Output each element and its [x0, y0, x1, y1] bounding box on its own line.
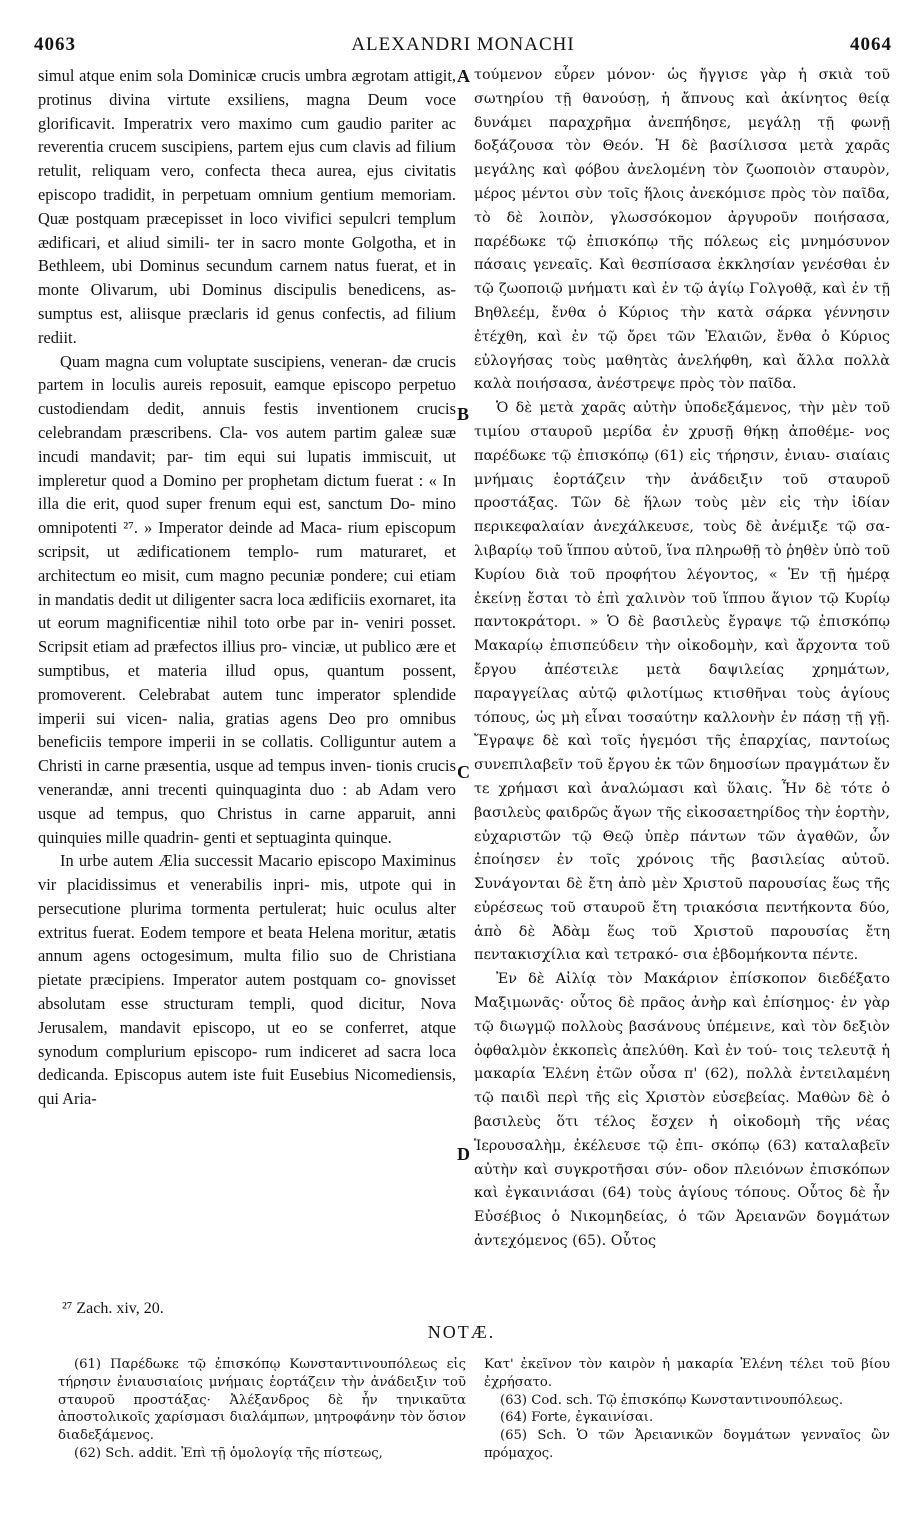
note-65: (65) Sch. Ὁ τῶν Ἀρειανικῶν δογμάτων γενναῖος ὢν πρόμαχος.	[484, 1428, 890, 1461]
notes-right-column	[484, 1356, 890, 1463]
note-62: (62) Sch. addit. Ἐπὶ τῇ ὁμολογίᾳ τῆς πίστεως,	[74, 1445, 383, 1461]
greek-paragraph-2: Ὁ δὲ μετὰ χαρᾶς αὐτὴν ὑποδεξάμενος, τὴν μὲν τοῦ τιμίου σταυροῦ μερίδα ἐν χρυσῇ θήκῃ ἀποθέμε- νος παρέδωκε τῷ ἐπισκόπῳ (61) εἰς τήρησιν, ἐνιαυ- σιαίαις μνήμαις ἑορτάζειν τὴν ἀνάδειξιν τοῦ σταυροῦ προστάξας. Τῶν δὲ ἥλων τοὺς μὲν εἰς τὴν ἰδίαν περικεφαλαίαν ἀνεχάλκευσε, τοὺς δὲ ἀνέμιξε τῷ σα- λιβαρίῳ τοῦ ἵππου αὐτοῦ, ἵνα πληρωθῇ τὸ ῥηθὲν ὑπὸ τοῦ Κυρίου διὰ τοῦ προφήτου λέγοντος, « Ἐν τῇ ἡμέρᾳ ἐκείνῃ ἔσται τὸ ἐπὶ χαλινὸν τοῦ ἵππου ἅγιον τῷ Κυρίῳ παντοκράτορι. » Ὁ δὲ βασιλεὺς ἔγραψε τῷ ἐπισκόπῳ Μακαρίῳ ἐπισπεύδειν τὴν οἰκοδομὴν, καὶ ἄρχοντα τοῦ ἔργου ἀπέστειλε μετὰ δαψιλείας χρημάτων, παραγγείλας αὐτῷ φιλοτίμως κτισθῆναι τοὺς ἁγίους τόπους, ὡς μὴ εἶναι τοσαύτην καλλονὴν ἐν πάσῃ τῇ γῇ. Ἔγραψε δὲ καὶ τοῖς ἡγεμόσι τῆς ἐπαρχίας, παντοίως συνεπιλαβεῖν τοῦ ἔργου ἐκ τῶν δημοσίων πραγμάτων ἔν τε χρήμασι καὶ ἀναλώμασι καὶ ὕλαις. Ἦν δὲ τότε ὁ βασιλεὺς φαιδρῶς ἄγων τῆς εἰκοσαετηρίδος τὴν ἑορτὴν, εὐχαριστῶν τῷ Θεῷ ὑπὲρ πάντων τῶν ἀγαθῶν, ὧν ἐποίησεν ἐν τοῖς χρόνοις τῆς βασιλείας αὐτοῦ. Συνάγονται δὲ ἔτη ἀπὸ μὲν Χριστοῦ παρουσίας ἕως τῆς εὑρέσεως τοῦ σταυροῦ ἔτη τριακόσια πεντήκοντα δύο, ἀπὸ δὲ Ἀδὰμ ἕως τοῦ Χριστοῦ παρουσίας ἔτη πεντακισχίλια καὶ τετρακό- σια ἑβδομήκοντα πέντε.	[474, 400, 890, 964]
latin-paragraph-2: Quam magna cum voluptate suscipiens, veneran- dæ crucis partem in loculis aureis reposuit, eamque episcopo perpetuo custodiendam dedit, annuis festis inventionem crucis celebrandam præscribens. Cla- vos autem partim galeæ suæ incudi mandavit; par- tim equi sui lupatis immiscuit, ut impleretur quod a Domino per prophetam dictum fuerat : « In illa die erit, quod super frenum equi est, sanctum Do- mino omnipotenti ²⁷. » Imperator deinde ad Maca- rium episcopum scripsit, ut ædificationem templo- rum maturaret, et architectum eo misit, cum magno pecuniæ pondere; cui etiam in mandatis dedit ut diligenter sacra loca ædificiis exornaret, ita ut eorum magnificentiæ nihil toto orbe par in- veniri posset. Scripsit etiam ad præfectos illius pro- vinciæ, ut publico ære et sumptibus, et materia illud opus, quantum possent, promoverent. Celebrabat autem tunc imperator splendide imperii sui vicen- nalia, gratias agens Deo pro omnibus beneficiis tempore imperii in se collatis. Colliguntur autem a Christi in carne præsentia, usque ad tempus inven- tionis crucis venerandæ, anni trecenti quinquaginta duo : ab Adam vero usque ad tempus, quo Christus in carne apparuit, anni quinquies mille quadrin- genti et septuaginta quinque.	[38, 351, 456, 847]
greek-paragraph-3: Ἐν δὲ Αἰλίᾳ τὸν Μακάριον ἐπίσκοπον διεδέξατο Μαξιμωνᾶς· οὗτος δὲ πρᾶος ἀνὴρ καὶ ἐπίσημος· ἐν γὰρ τῷ διωγμῷ πολλοὺς βασάνους ὑπέμεινε, καὶ τὸν δεξιὸν ὀφθαλμὸν ἐκκοπεὶς ἀπελύθη. Καὶ ἐν τού- τοις τελευτᾷ ἡ μακαρία Ἑλένη ἐτῶν οὖσα π' (62), πολλὰ ἐντειλαμένη τῷ παιδὶ περὶ τῆς εἰς Χριστὸν εὐσεβείας. Μαθὼν δὲ ὁ βασιλεὺς ὅτι τέλος ἔσχεν ἡ οἰκοδομὴ τῆς νέας Ἱερουσαλὴμ, ἐκέλευσε τῷ ἐπι- σκόπῳ (63) καταλαβεῖν αὐτὴν καὶ συγκροτῆσαι σύν- οδον πλειόνων ἐπισκόπων καὶ ἐγκαινιάσαι (64) τοὺς ἁγίους τόπους. Οὗτος δὲ ἦν Εὐσέβιος ὁ Νικομηδείας, ὁ τῶν Ἀρειανῶν δογμάτων ἀντεχόμενος (65). Οὗτος	[474, 971, 890, 1250]
greek-column	[474, 64, 890, 1254]
note-61: (61) Παρέδωκε τῷ ἐπισκόπῳ Κωνσταντινουπόλεως εἰς τήρησιν ἐνιαυσιαίοις μνήμαις ἑορτάζειν τὴν ἀνάδειξιν τοῦ σταυροῦ προστάξας· Ἀλέξανδρος δὲ ἦν τηνικαῦτα ἀποστολικοῖς χαρίσμασι διαλάμπων, μητροφάνην τὸν ὅσιον διαδεξάμενος.	[58, 1357, 466, 1444]
notes-left-column	[58, 1356, 466, 1463]
running-title: ALEXANDRI MONACHI	[351, 34, 575, 55]
latin-paragraph-3: In urbe autem Ælia successit Macario episcopo Maximinus vir placidissimus et venerabilis inpri- mis, utpote qui in persecutione plurima tormenta pertulerat; huic oculus alter extritus fuerat. Eodem tempore et beata Helena moritur, ætatis annum agens octogesimum, multa filio suo de Christiana pietate præcipiens. Imperator autem postquam co- gnovisset absolutam esse structuram templi, quod dicitur, Nova Jerusalem, mandavit episcopo, ut eo se conferret, atque synodum complurium episcopo- rum indiceret ad sacra loca dedicanda. Episcopus autem iste fuit Eusebius Nicomediensis, qui Aria-	[38, 851, 456, 1109]
note-62-continued: Κατ' ἐκεῖνον τὸν καιρὸν ἡ μακαρία Ἑλένη τέλει τοῦ βίου ἐχρήσατο.	[484, 1357, 890, 1390]
page-number-right: 4064	[850, 34, 892, 55]
latin-paragraph-1: simul atque enim sola Dominicæ crucis umbra ægrotam attigit, protinus divina virtute exsiliens, magna Deum voce glorificavit. Imperatrix vero maximo cum gaudio pariter ac reverentia crucem suscipiens, partem ejus cum clavis ad filium retulit, reliquam vero, confecta theca aurea, ejus civitatis episcopo tradidit, in perpetuam omnium gentium memoriam. Quæ postquam præcepisset in loco vivifici sepulcri templum ædificari, et aliud simili- ter in sacro monte Golgotha, et in Bethleem, ubi Dominus secundum carnem natus fuerat, et in monte Olivarum, ubi Dominus discipulis benedicens, as- sumptus est, aliisque præclaris id genus confectis, ad filium rediit.	[38, 66, 456, 347]
section-marker-a: A	[457, 66, 470, 86]
page-number-left: 4063	[34, 34, 76, 55]
scripture-footnote: ²⁷ Zach. xiv, 20.	[62, 1300, 164, 1317]
section-marker-d: D	[457, 1144, 470, 1164]
note-64: (64) Forte, ἐγκαινίσαι.	[500, 1410, 654, 1426]
running-header	[34, 34, 892, 60]
latin-column	[38, 64, 456, 1111]
section-marker-b: B	[457, 404, 470, 424]
notes-heading: NOTÆ.	[427, 1322, 496, 1342]
section-marker-c: C	[457, 762, 470, 782]
greek-paragraph-1: τούμενον εὗρεν μόνον· ὡς ἤγγισε γὰρ ἡ σκιὰ τοῦ σωτηρίου τῇ θανούσῃ, ἡ ἄπνους καὶ ἀκίνητος θείᾳ δυνάμει παραχρῆμα ἀνεπήδησε, μεγάλῃ τῇ φωνῇ δοξάζουσα τὸν Θεόν. Ἡ δὲ βασίλισσα μετὰ χαρᾶς μεγάλης καὶ φόβου ἀνελομένη τὸν ζωοποιὸν σταυρὸν, μέρος μέντοι σὺν τοῖς ἥλοις ἀνεκόμισε πρὸς τὸν παῖδα, τὸ δὲ λοιπὸν, γλωσσόκομον ἀργυροῦν ποιήσασα, παρέδωκε τῷ ἐπισκόπῳ τῆς πόλεως εἰς μνημόσυνον πάσαις γενεαῖς. Καὶ θεσπίσασα ἐκκλησίαν γενέσθαι ἐν τῷ ζωοποιῷ μνήματι καὶ ἐν τῷ ἁγίῳ Γολγοθᾷ, καὶ ἐν τῇ Βηθλεέμ, ἔνθα ὁ Κύριος τὴν κατὰ σάρκα γέννησιν ἐτέχθη, καὶ ἐν τῷ ὄρει τῶν Ἐλαιῶν, ἔνθα ὁ Κύριος εὐλογήσας τοὺς μαθητὰς ἀνελήφθη, καὶ ἄλλα πολλὰ καλὰ ποιήσασα, ἀνέστρεψε πρὸς τὸν παῖδα.	[474, 67, 890, 393]
note-63: (63) Cod. sch. Τῷ ἐπισκόπῳ Κωνσταντινουπόλεως.	[500, 1392, 844, 1408]
